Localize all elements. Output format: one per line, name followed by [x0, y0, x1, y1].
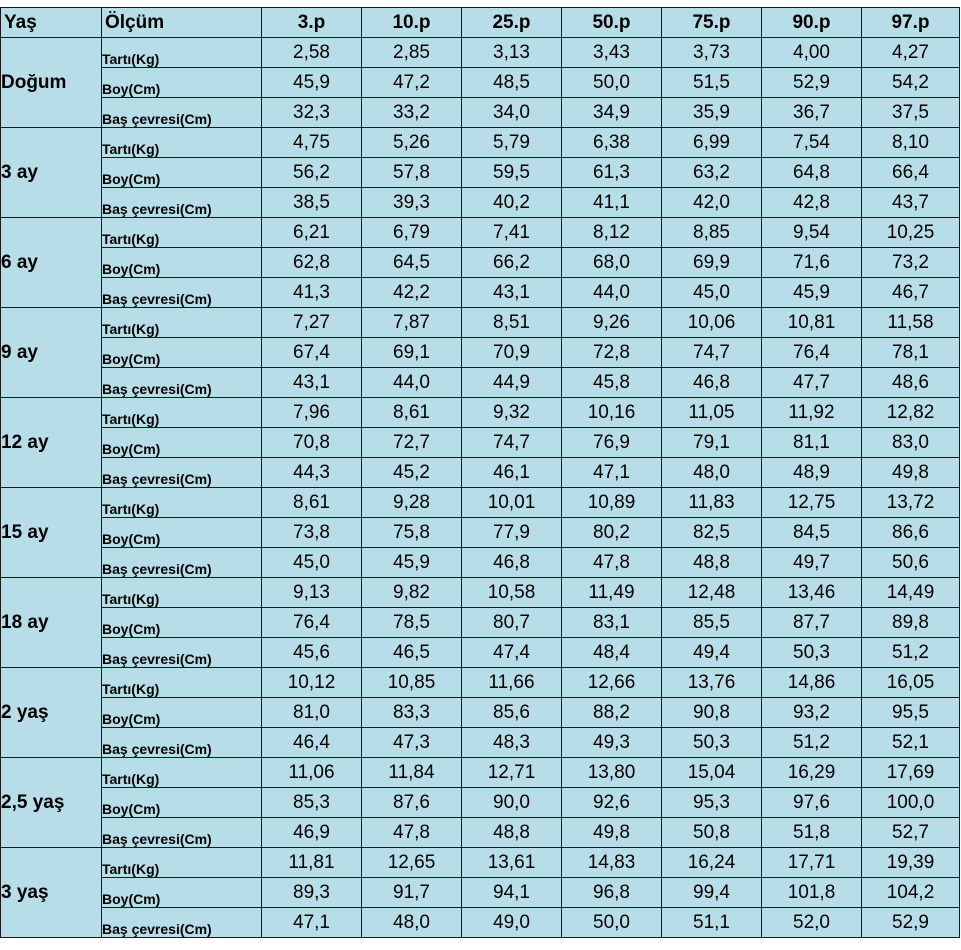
table-row	[1, 98, 960, 128]
value-cell: 51,2	[862, 638, 960, 668]
value-cell: 6,99	[662, 128, 762, 158]
value-cell: 97,6	[762, 788, 862, 818]
table-row	[1, 728, 960, 758]
value-cell: 9,54	[762, 218, 862, 248]
age-cell: 3 ay	[1, 128, 102, 218]
value-cell: 37,5	[862, 98, 960, 128]
value-cell: 19,39	[862, 848, 960, 878]
value-cell: 6,21	[262, 218, 362, 248]
value-cell: 95,5	[862, 698, 960, 728]
value-cell: 38,5	[262, 188, 362, 218]
table-row	[1, 578, 960, 608]
value-cell: 104,2	[862, 878, 960, 908]
value-cell: 47,1	[262, 908, 362, 938]
value-cell: 12,66	[562, 668, 662, 698]
value-cell: 34,9	[562, 98, 662, 128]
table-row	[1, 398, 960, 428]
table-row	[1, 428, 960, 458]
value-cell: 48,5	[462, 68, 562, 98]
value-cell: 50,3	[762, 638, 862, 668]
age-cell: 3 yaş	[1, 848, 102, 938]
age-cell: 9 ay	[1, 308, 102, 398]
value-cell: 85,3	[262, 788, 362, 818]
value-cell: 47,3	[362, 728, 462, 758]
age-cell: 2 yaş	[1, 668, 102, 758]
value-cell: 89,8	[862, 608, 960, 638]
value-cell: 78,5	[362, 608, 462, 638]
value-cell: 64,5	[362, 248, 462, 278]
value-cell: 11,81	[262, 848, 362, 878]
value-cell: 34,0	[462, 98, 562, 128]
value-cell: 46,8	[462, 548, 562, 578]
value-cell: 50,0	[562, 68, 662, 98]
header-measurement: Ölçüm	[102, 8, 262, 38]
value-cell: 9,26	[562, 308, 662, 338]
value-cell: 78,1	[862, 338, 960, 368]
measurement-cell: Tartı(Kg)	[102, 578, 262, 608]
measurement-cell: Baş çevresi(Cm)	[102, 818, 262, 848]
measurement-cell: Baş çevresi(Cm)	[102, 548, 262, 578]
table-row	[1, 668, 960, 698]
table-row	[1, 698, 960, 728]
measurement-cell: Baş çevresi(Cm)	[102, 278, 262, 308]
value-cell: 9,32	[462, 398, 562, 428]
measurement-cell: Tartı(Kg)	[102, 38, 262, 68]
value-cell: 48,4	[562, 638, 662, 668]
measurement-cell: Tartı(Kg)	[102, 758, 262, 788]
value-cell: 12,65	[362, 848, 462, 878]
value-cell: 16,05	[862, 668, 960, 698]
value-cell: 11,49	[562, 578, 662, 608]
value-cell: 41,1	[562, 188, 662, 218]
table-row	[1, 338, 960, 368]
value-cell: 81,0	[262, 698, 362, 728]
value-cell: 42,8	[762, 188, 862, 218]
table-row	[1, 608, 960, 638]
header-p90: 90.p	[762, 8, 862, 38]
measurement-cell: Boy(Cm)	[102, 428, 262, 458]
age-cell: 18 ay	[1, 578, 102, 668]
value-cell: 51,2	[762, 728, 862, 758]
value-cell: 6,79	[362, 218, 462, 248]
table-row	[1, 38, 960, 68]
value-cell: 83,3	[362, 698, 462, 728]
table-row	[1, 248, 960, 278]
value-cell: 49,7	[762, 548, 862, 578]
value-cell: 10,58	[462, 578, 562, 608]
measurement-cell: Baş çevresi(Cm)	[102, 458, 262, 488]
value-cell: 44,9	[462, 368, 562, 398]
value-cell: 87,7	[762, 608, 862, 638]
value-cell: 54,2	[862, 68, 960, 98]
value-cell: 10,01	[462, 488, 562, 518]
age-cell: Doğum	[1, 38, 102, 128]
value-cell: 79,1	[662, 428, 762, 458]
value-cell: 8,85	[662, 218, 762, 248]
table-row	[1, 548, 960, 578]
value-cell: 17,71	[762, 848, 862, 878]
value-cell: 84,5	[762, 518, 862, 548]
value-cell: 9,13	[262, 578, 362, 608]
measurement-cell: Tartı(Kg)	[102, 668, 262, 698]
value-cell: 48,8	[462, 818, 562, 848]
value-cell: 48,6	[862, 368, 960, 398]
value-cell: 69,9	[662, 248, 762, 278]
value-cell: 49,8	[862, 458, 960, 488]
value-cell: 12,71	[462, 758, 562, 788]
value-cell: 52,1	[862, 728, 960, 758]
age-cell: 2,5 yaş	[1, 758, 102, 848]
value-cell: 46,7	[862, 278, 960, 308]
header-p97: 97.p	[862, 8, 960, 38]
table-row	[1, 878, 960, 908]
value-cell: 7,87	[362, 308, 462, 338]
measurement-cell: Tartı(Kg)	[102, 398, 262, 428]
value-cell: 8,61	[262, 488, 362, 518]
value-cell: 59,5	[462, 158, 562, 188]
value-cell: 70,9	[462, 338, 562, 368]
value-cell: 3,13	[462, 38, 562, 68]
value-cell: 85,5	[662, 608, 762, 638]
value-cell: 76,9	[562, 428, 662, 458]
value-cell: 70,8	[262, 428, 362, 458]
value-cell: 52,7	[862, 818, 960, 848]
value-cell: 16,24	[662, 848, 762, 878]
value-cell: 86,6	[862, 518, 960, 548]
value-cell: 45,9	[262, 68, 362, 98]
value-cell: 10,25	[862, 218, 960, 248]
value-cell: 41,3	[262, 278, 362, 308]
value-cell: 35,9	[662, 98, 762, 128]
age-cell: 15 ay	[1, 488, 102, 578]
measurement-cell: Boy(Cm)	[102, 698, 262, 728]
value-cell: 13,46	[762, 578, 862, 608]
value-cell: 72,8	[562, 338, 662, 368]
value-cell: 44,0	[362, 368, 462, 398]
value-cell: 10,85	[362, 668, 462, 698]
value-cell: 11,05	[662, 398, 762, 428]
value-cell: 45,0	[262, 548, 362, 578]
value-cell: 51,8	[762, 818, 862, 848]
value-cell: 49,3	[562, 728, 662, 758]
measurement-cell: Baş çevresi(Cm)	[102, 728, 262, 758]
value-cell: 12,75	[762, 488, 862, 518]
table-row	[1, 788, 960, 818]
value-cell: 75,8	[362, 518, 462, 548]
table-row	[1, 188, 960, 218]
value-cell: 47,2	[362, 68, 462, 98]
table-row	[1, 158, 960, 188]
value-cell: 62,8	[262, 248, 362, 278]
value-cell: 8,10	[862, 128, 960, 158]
value-cell: 73,2	[862, 248, 960, 278]
value-cell: 51,5	[662, 68, 762, 98]
value-cell: 50,6	[862, 548, 960, 578]
value-cell: 46,4	[262, 728, 362, 758]
value-cell: 7,27	[262, 308, 362, 338]
value-cell: 4,27	[862, 38, 960, 68]
measurement-cell: Baş çevresi(Cm)	[102, 368, 262, 398]
value-cell: 11,84	[362, 758, 462, 788]
value-cell: 82,5	[662, 518, 762, 548]
value-cell: 74,7	[662, 338, 762, 368]
value-cell: 45,6	[262, 638, 362, 668]
header-p10: 10.p	[362, 8, 462, 38]
value-cell: 89,3	[262, 878, 362, 908]
value-cell: 10,89	[562, 488, 662, 518]
value-cell: 7,54	[762, 128, 862, 158]
value-cell: 48,9	[762, 458, 862, 488]
measurement-cell: Boy(Cm)	[102, 518, 262, 548]
table-row	[1, 818, 960, 848]
header-p75: 75.p	[662, 8, 762, 38]
header-age: Yaş	[1, 8, 102, 38]
value-cell: 43,7	[862, 188, 960, 218]
value-cell: 17,69	[862, 758, 960, 788]
value-cell: 88,2	[562, 698, 662, 728]
table-row	[1, 218, 960, 248]
value-cell: 47,4	[462, 638, 562, 668]
value-cell: 101,8	[762, 878, 862, 908]
measurement-cell: Baş çevresi(Cm)	[102, 188, 262, 218]
value-cell: 11,06	[262, 758, 362, 788]
value-cell: 39,3	[362, 188, 462, 218]
value-cell: 57,8	[362, 158, 462, 188]
value-cell: 92,6	[562, 788, 662, 818]
value-cell: 90,0	[462, 788, 562, 818]
measurement-cell: Boy(Cm)	[102, 878, 262, 908]
value-cell: 66,4	[862, 158, 960, 188]
value-cell: 11,92	[762, 398, 862, 428]
value-cell: 9,82	[362, 578, 462, 608]
value-cell: 48,3	[462, 728, 562, 758]
value-cell: 12,48	[662, 578, 762, 608]
age-cell: 6 ay	[1, 218, 102, 308]
value-cell: 73,8	[262, 518, 362, 548]
value-cell: 100,0	[862, 788, 960, 818]
header-p3: 3.p	[262, 8, 362, 38]
value-cell: 71,6	[762, 248, 862, 278]
value-cell: 83,1	[562, 608, 662, 638]
value-cell: 45,8	[562, 368, 662, 398]
measurement-cell: Tartı(Kg)	[102, 218, 262, 248]
value-cell: 4,75	[262, 128, 362, 158]
value-cell: 76,4	[262, 608, 362, 638]
value-cell: 80,7	[462, 608, 562, 638]
value-cell: 45,9	[362, 548, 462, 578]
value-cell: 49,4	[662, 638, 762, 668]
value-cell: 9,28	[362, 488, 462, 518]
value-cell: 85,6	[462, 698, 562, 728]
table-row	[1, 848, 960, 878]
table-row	[1, 68, 960, 98]
value-cell: 10,12	[262, 668, 362, 698]
value-cell: 47,8	[362, 818, 462, 848]
table-row	[1, 128, 960, 158]
value-cell: 10,06	[662, 308, 762, 338]
measurement-cell: Baş çevresi(Cm)	[102, 908, 262, 938]
value-cell: 61,3	[562, 158, 662, 188]
value-cell: 42,0	[662, 188, 762, 218]
value-cell: 4,00	[762, 38, 862, 68]
measurement-cell: Baş çevresi(Cm)	[102, 98, 262, 128]
value-cell: 48,0	[362, 908, 462, 938]
value-cell: 47,7	[762, 368, 862, 398]
value-cell: 66,2	[462, 248, 562, 278]
value-cell: 45,0	[662, 278, 762, 308]
value-cell: 44,3	[262, 458, 362, 488]
value-cell: 7,96	[262, 398, 362, 428]
table-body	[1, 38, 960, 938]
value-cell: 14,83	[562, 848, 662, 878]
value-cell: 47,1	[562, 458, 662, 488]
value-cell: 69,1	[362, 338, 462, 368]
value-cell: 96,8	[562, 878, 662, 908]
value-cell: 3,73	[662, 38, 762, 68]
value-cell: 87,6	[362, 788, 462, 818]
value-cell: 46,5	[362, 638, 462, 668]
value-cell: 68,0	[562, 248, 662, 278]
value-cell: 15,04	[662, 758, 762, 788]
measurement-cell: Tartı(Kg)	[102, 128, 262, 158]
value-cell: 48,8	[662, 548, 762, 578]
value-cell: 45,9	[762, 278, 862, 308]
value-cell: 48,0	[662, 458, 762, 488]
table-row	[1, 308, 960, 338]
table-row	[1, 278, 960, 308]
value-cell: 45,2	[362, 458, 462, 488]
value-cell: 12,82	[862, 398, 960, 428]
value-cell: 81,1	[762, 428, 862, 458]
value-cell: 36,7	[762, 98, 862, 128]
value-cell: 93,2	[762, 698, 862, 728]
value-cell: 33,2	[362, 98, 462, 128]
value-cell: 46,1	[462, 458, 562, 488]
value-cell: 2,58	[262, 38, 362, 68]
value-cell: 83,0	[862, 428, 960, 458]
value-cell: 50,8	[662, 818, 762, 848]
value-cell: 95,3	[662, 788, 762, 818]
measurement-cell: Boy(Cm)	[102, 788, 262, 818]
value-cell: 50,0	[562, 908, 662, 938]
value-cell: 43,1	[462, 278, 562, 308]
value-cell: 52,9	[762, 68, 862, 98]
value-cell: 50,3	[662, 728, 762, 758]
value-cell: 77,9	[462, 518, 562, 548]
value-cell: 67,4	[262, 338, 362, 368]
value-cell: 90,8	[662, 698, 762, 728]
measurement-cell: Tartı(Kg)	[102, 308, 262, 338]
value-cell: 8,51	[462, 308, 562, 338]
value-cell: 44,0	[562, 278, 662, 308]
measurement-cell: Tartı(Kg)	[102, 848, 262, 878]
value-cell: 46,8	[662, 368, 762, 398]
value-cell: 8,61	[362, 398, 462, 428]
header-p50: 50.p	[562, 8, 662, 38]
value-cell: 43,1	[262, 368, 362, 398]
table-row	[1, 368, 960, 398]
value-cell: 32,3	[262, 98, 362, 128]
header-p25: 25.p	[462, 8, 562, 38]
age-cell: 12 ay	[1, 398, 102, 488]
value-cell: 99,4	[662, 878, 762, 908]
value-cell: 40,2	[462, 188, 562, 218]
table-row	[1, 638, 960, 668]
value-cell: 47,8	[562, 548, 662, 578]
table-row	[1, 758, 960, 788]
value-cell: 56,2	[262, 158, 362, 188]
value-cell: 64,8	[762, 158, 862, 188]
value-cell: 6,38	[562, 128, 662, 158]
value-cell: 13,76	[662, 668, 762, 698]
value-cell: 16,29	[762, 758, 862, 788]
value-cell: 13,72	[862, 488, 960, 518]
value-cell: 5,79	[462, 128, 562, 158]
value-cell: 42,2	[362, 278, 462, 308]
value-cell: 49,0	[462, 908, 562, 938]
value-cell: 2,85	[362, 38, 462, 68]
value-cell: 72,7	[362, 428, 462, 458]
value-cell: 7,41	[462, 218, 562, 248]
value-cell: 91,7	[362, 878, 462, 908]
measurement-cell: Baş çevresi(Cm)	[102, 638, 262, 668]
value-cell: 13,80	[562, 758, 662, 788]
value-cell: 14,49	[862, 578, 960, 608]
value-cell: 76,4	[762, 338, 862, 368]
value-cell: 94,1	[462, 878, 562, 908]
value-cell: 13,61	[462, 848, 562, 878]
value-cell: 5,26	[362, 128, 462, 158]
value-cell: 46,9	[262, 818, 362, 848]
value-cell: 10,16	[562, 398, 662, 428]
value-cell: 52,0	[762, 908, 862, 938]
measurement-cell: Boy(Cm)	[102, 68, 262, 98]
value-cell: 11,83	[662, 488, 762, 518]
measurement-cell: Boy(Cm)	[102, 608, 262, 638]
measurement-cell: Boy(Cm)	[102, 158, 262, 188]
value-cell: 74,7	[462, 428, 562, 458]
value-cell: 11,58	[862, 308, 960, 338]
table-row	[1, 518, 960, 548]
value-cell: 14,86	[762, 668, 862, 698]
table-row	[1, 908, 960, 938]
growth-percentile-table	[0, 7, 960, 938]
measurement-cell: Boy(Cm)	[102, 248, 262, 278]
value-cell: 63,2	[662, 158, 762, 188]
measurement-cell: Boy(Cm)	[102, 338, 262, 368]
value-cell: 10,81	[762, 308, 862, 338]
measurement-cell: Tartı(Kg)	[102, 488, 262, 518]
value-cell: 52,9	[862, 908, 960, 938]
table-row	[1, 458, 960, 488]
value-cell: 3,43	[562, 38, 662, 68]
value-cell: 49,8	[562, 818, 662, 848]
value-cell: 51,1	[662, 908, 762, 938]
value-cell: 8,12	[562, 218, 662, 248]
header-row	[1, 8, 960, 38]
table-row	[1, 488, 960, 518]
value-cell: 80,2	[562, 518, 662, 548]
value-cell: 11,66	[462, 668, 562, 698]
